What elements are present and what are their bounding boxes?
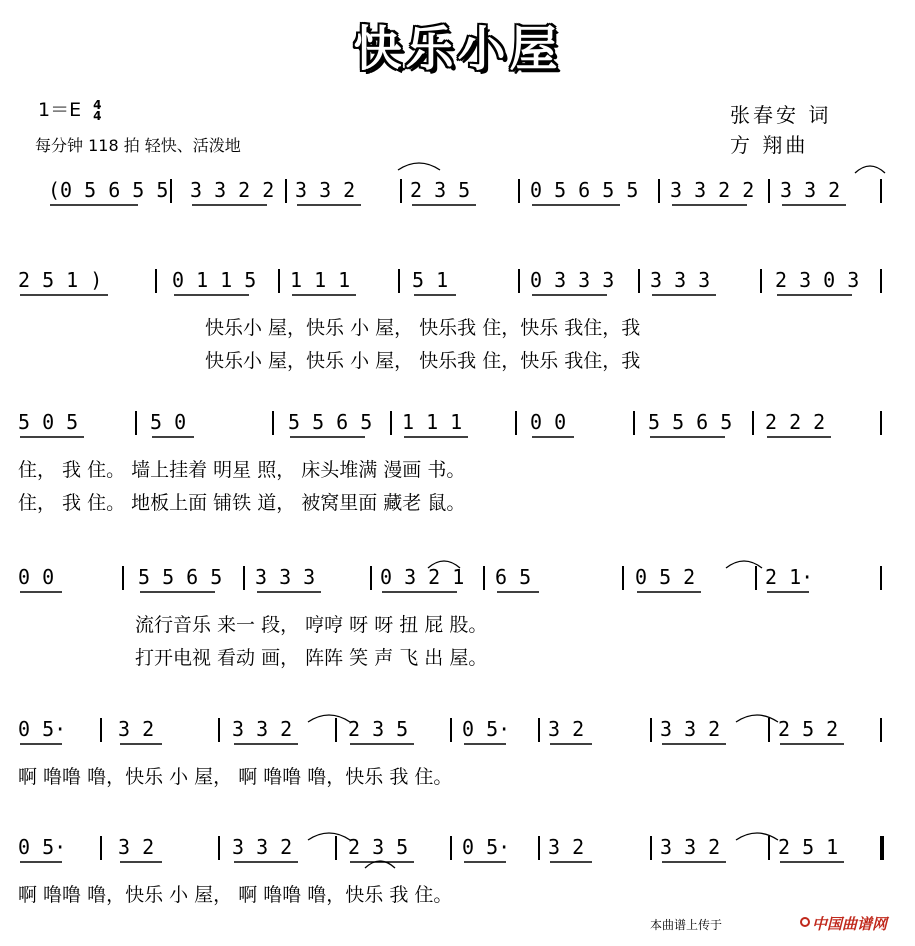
tie-arc — [855, 166, 885, 173]
measure-notes: 0 5· — [462, 835, 511, 859]
tie-arc — [428, 561, 460, 568]
lyric-line: 快乐小 屋，快乐 小 屋， 快乐我 住，快乐 我住，我 — [205, 317, 641, 339]
measure-notes: 0 5· — [18, 835, 67, 859]
lyricist-credit: 张春安 词 — [730, 103, 832, 127]
measure-notes: 2 5 2 — [778, 717, 839, 741]
lyric-line: 住， 我 住。 墙上挂着 明星 照， 床头堆满 漫画 书。 — [18, 459, 466, 481]
tie-arc — [308, 833, 350, 840]
tempo-marking: 每分钟 118 拍 轻快、活泼地 — [35, 136, 241, 155]
footer-site-name: 中国曲谱网 — [812, 915, 888, 933]
measure-notes: 2 2 2 — [765, 410, 826, 434]
measure-notes: 3 3 2 — [232, 717, 293, 741]
measure-notes: 3 2 — [118, 835, 155, 859]
measure-notes: 0 5· — [18, 717, 67, 741]
site-logo-icon — [800, 917, 810, 927]
measure-notes: 3 3 3 — [255, 565, 316, 589]
measure-notes: 0 5· — [462, 717, 511, 741]
measure-notes: 1 1 1 — [290, 268, 351, 292]
measure-notes: 2 3 5 — [348, 835, 409, 859]
measure-notes: 5 5 6 5 — [288, 410, 373, 434]
lyric-line: 啊 噜噜 噜，快乐 小 屋， 啊 噜噜 噜，快乐 我 住。 — [18, 766, 453, 788]
measure-notes: 0 1 1 5 — [172, 268, 257, 292]
measure-notes: 2 5 1 — [778, 835, 839, 859]
measure-notes: 3 3 2 — [660, 717, 721, 741]
lyric-line: 快乐小 屋，快乐 小 屋， 快乐我 住，快乐 我住，我 — [205, 350, 641, 372]
meter-bottom: 4 — [93, 108, 102, 123]
measure-notes: 2 3 5 — [410, 178, 471, 202]
measure-notes: 3 3 2 2 — [190, 178, 275, 202]
measure-notes: 5 5 6 5 — [648, 410, 733, 434]
tie-arc — [736, 715, 778, 722]
tie-arc — [726, 561, 762, 568]
measure-notes: 0 0 — [18, 565, 55, 589]
measure-notes: 2 5 1 ) — [18, 268, 103, 292]
measure-notes: 0 0 — [530, 410, 567, 434]
lyric-line: 啊 噜噜 噜，快乐 小 屋， 啊 噜噜 噜，快乐 我 住。 — [18, 884, 453, 906]
lyric-line: 流行音乐 来一 段， 哼哼 呀 呀 扭 屁 股。 — [135, 614, 488, 636]
tie-arc — [308, 715, 350, 722]
measure-notes: 3 2 — [548, 835, 585, 859]
key-label: 1＝E — [38, 99, 82, 121]
measure-notes: (0 5 6 5 5 — [48, 178, 169, 202]
measure-notes: 2 1· — [765, 565, 814, 589]
measure-notes: 3 3 2 — [232, 835, 293, 859]
measure-notes: 3 3 2 2 — [670, 178, 755, 202]
measure-notes: 3 3 2 — [780, 178, 841, 202]
measure-notes: 2 3 0 3 — [775, 268, 860, 292]
measure-notes: 5 5 6 5 — [138, 565, 223, 589]
measure-notes: 0 3 2 1 — [380, 565, 465, 589]
footer-uploaded: 本曲谱上传于 — [650, 918, 723, 932]
tie-arc — [736, 833, 778, 840]
measure-notes: 0 3 3 3 — [530, 268, 615, 292]
measure-notes: 3 3 3 — [650, 268, 711, 292]
composer-credit: 方 翔曲 — [730, 133, 809, 157]
measure-notes: 0 5 6 5 5 — [530, 178, 639, 202]
measure-notes: 0 5 2 — [635, 565, 696, 589]
song-title: 快乐小屋 — [353, 21, 562, 77]
measure-notes: 6 5 — [495, 565, 532, 589]
lyric-line: 打开电视 看动 画， 阵阵 笑 声 飞 出 屋。 — [135, 647, 488, 669]
measure-notes: 1 1 1 — [402, 410, 463, 434]
tie-arc — [398, 163, 440, 170]
measure-notes: 3 3 2 — [660, 835, 721, 859]
measure-notes: 2 3 5 — [348, 717, 409, 741]
measure-notes: 3 2 — [548, 717, 585, 741]
measure-notes: 3 3 2 — [295, 178, 356, 202]
measure-notes: 5 1 — [412, 268, 449, 292]
lyric-line: 住， 我 住。 地板上面 铺铁 道， 被窝里面 藏老 鼠。 — [18, 492, 466, 514]
meter-top: 4 — [93, 97, 102, 112]
measure-notes: 3 2 — [118, 717, 155, 741]
measure-notes: 5 0 — [150, 410, 187, 434]
measure-notes: 5 0 5 — [18, 410, 79, 434]
